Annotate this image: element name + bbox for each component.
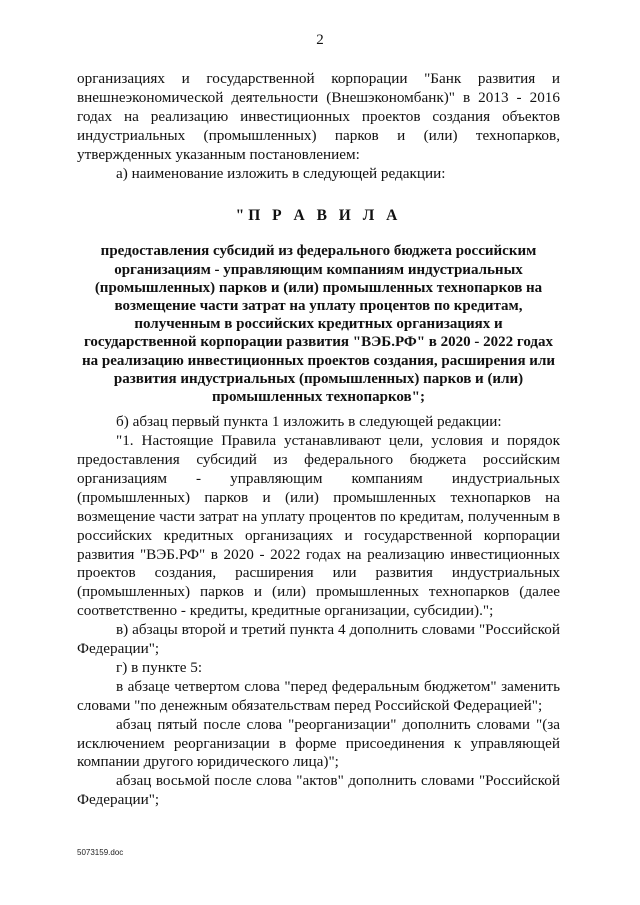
paragraph-eighth-change: абзац восьмой после слова "актов" дополнить словами "Российской Федерации";	[77, 772, 560, 809]
intro-paragraph: организациях и государственной корпорации "Банк развития и внешнеэкономической деятельности (Внешэкономбанк)" в 2013 - 2016 годах на реализацию инвестиционных проектов создания объектов индустриальных (промышленных) парков и (или) технопарков, утвержденных указанным постановлением:	[77, 70, 560, 163]
page-number: 2	[316, 32, 324, 48]
item-v-paragraph: в) абзацы второй и третий пункта 4 дополнить словами "Российской Федерации";	[77, 621, 560, 658]
item-b-paragraph: б) абзац первый пункта 1 изложить в следующей редакции:	[116, 413, 502, 431]
item-a-paragraph: а) наименование изложить в следующей редакции:	[116, 164, 446, 182]
rules-title: "П Р А В И Л А	[235, 207, 402, 225]
rules-subtitle: предоставления субсидий из федерального бюджета российским организациям - управляющим компаниям индустриальных (промышленных) парков и (или) промышленных технопарков на возмещение части затрат на уплату процентов по кредитам, полученным в российских кредитных организациях и государственной корпорации развития "ВЭБ.РФ" в 2020 - 2022 годах на реализацию инвестиционных проектов создания, расширения или развития индустриальных (промышленных) парков и (или) промышленных технопарков";	[81, 243, 556, 405]
item-g-paragraph: г) в пункте 5:	[116, 658, 203, 676]
paragraph-fourth-change: в абзаце четвертом слова "перед федеральным бюджетом" заменить словами "по денежным обязательствам перед Российской Федерацией";	[77, 677, 560, 714]
document-filename: 5073159.doc	[77, 848, 124, 857]
document-body	[77, 70, 560, 810]
paragraph-fifth-change: абзац пятый после слова "реорганизации" дополнить словами "(за исключением реорганизации в форме присоединения к управляющей компании другого юридического лица)";	[77, 715, 560, 771]
quote-point-1-paragraph: "1. Настоящие Правила устанавливают цели, условия и порядок предоставления субсидий из федерального бюджета российским организациям - управляющим компаниям индустриальных (промышленных) парков и (или) промышленных технопарков на возмещение части затрат на уплату процентов по кредитам, полученным в российских кредитных организациях и государственной корпорации развития "ВЭБ.РФ" в 2020 - 2022 годах на реализацию инвестиционных проектов создания, расширения или развития индустриальных (промышленных) парков и (или) промышленных технопарков (далее соответственно - кредиты, кредитные организации, субсидии).";	[77, 432, 560, 620]
